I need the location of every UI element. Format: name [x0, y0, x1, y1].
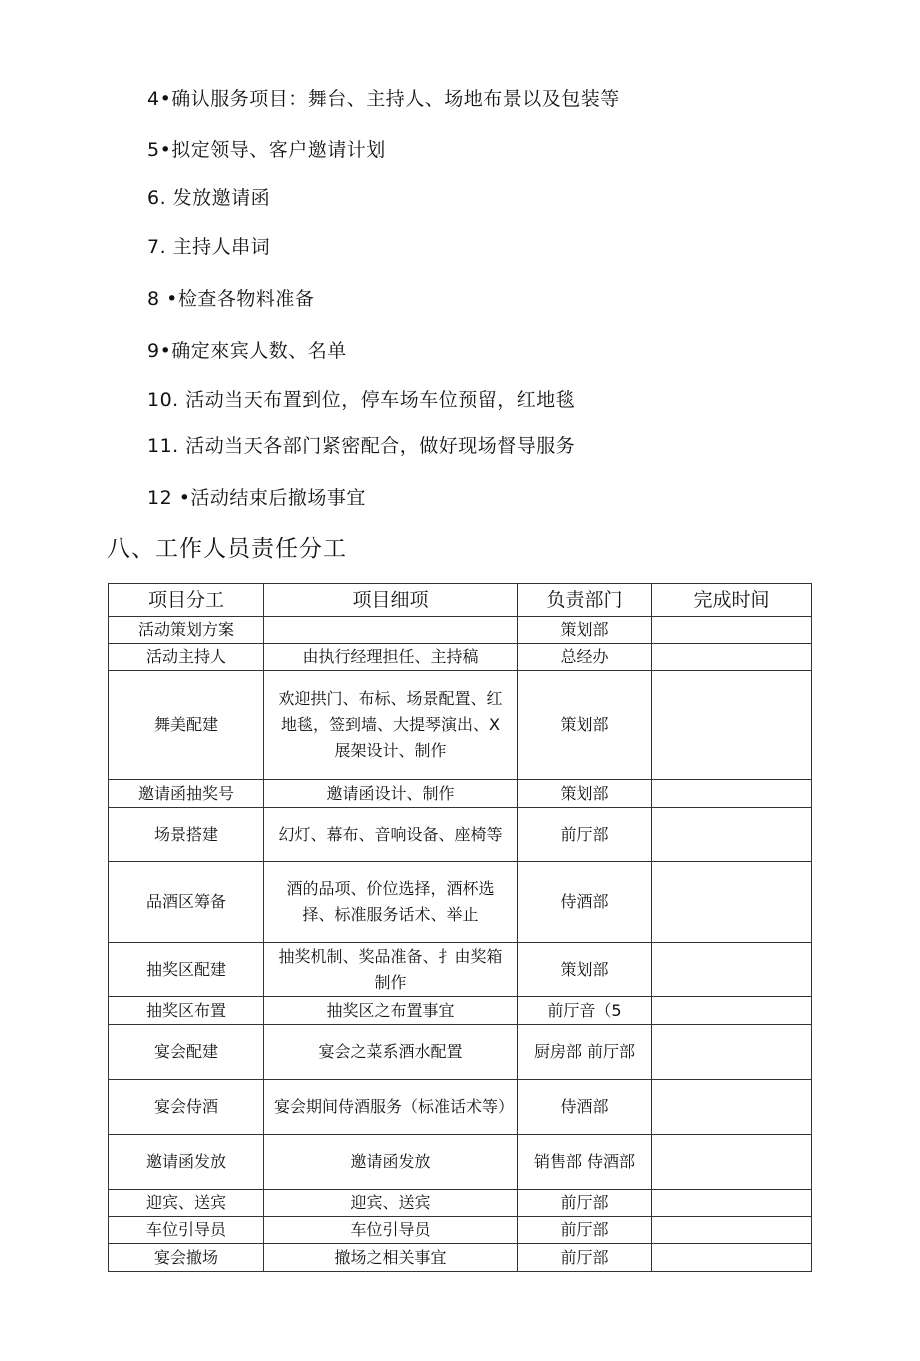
dept-cell: 厨房部 前厅部 [518, 1025, 652, 1080]
time-cell [652, 808, 812, 862]
detail-cell: 欢迎拱门、布标、场景配置、红地毯，签到墙、大提琴演出、X展架设计、制作 [264, 671, 518, 780]
dept-cell: 策划部 [518, 780, 652, 808]
table-row [109, 617, 812, 644]
dept-cell: 前厅部 [518, 1190, 652, 1217]
table-row [109, 943, 812, 997]
time-cell [652, 1135, 812, 1190]
item-cell: 邀请函抽奖号 [109, 780, 264, 808]
dept-cell: 策划部 [518, 943, 652, 997]
time-cell [652, 997, 812, 1025]
step-item: 9•确定來宾人数、名单 [147, 340, 347, 362]
dept-cell: 前厅部 [518, 808, 652, 862]
detail-cell: 宴会期间侍酒服务（标准话术等） [264, 1080, 518, 1135]
table-row [109, 1244, 812, 1272]
detail-cell: 宴会之菜系酒水配置 [264, 1025, 518, 1080]
item-cell: 场景搭建 [109, 808, 264, 862]
dept-cell: 侍酒部 [518, 862, 652, 943]
time-cell [652, 1190, 812, 1217]
detail-cell: 酒的品项、价位选择，酒杯选择、标准服务话术、举止 [264, 862, 518, 943]
time-cell [652, 780, 812, 808]
item-cell: 品酒区筹备 [109, 862, 264, 943]
table-row [109, 1217, 812, 1244]
table-row [109, 1025, 812, 1080]
time-cell [652, 943, 812, 997]
header-cell: 项目分工 [109, 584, 264, 617]
time-cell [652, 617, 812, 644]
table-header-row [109, 584, 812, 617]
table-row [109, 997, 812, 1025]
item-cell: 宴会配建 [109, 1025, 264, 1080]
item-cell: 迎宾、送宾 [109, 1190, 264, 1217]
table-row [109, 1080, 812, 1135]
step-item: 5•拟定领导、客户邀请计划 [147, 139, 386, 161]
time-cell [652, 1217, 812, 1244]
detail-cell: 邀请函设计、制作 [264, 780, 518, 808]
detail-cell: 撤场之相关事宜 [264, 1244, 518, 1272]
table-row [109, 862, 812, 943]
step-item: 6. 发放邀请函 [147, 187, 271, 209]
time-cell [652, 671, 812, 780]
item-cell: 抽奖区配建 [109, 943, 264, 997]
section-title: 八、工作人员责任分工 [107, 536, 347, 562]
table-row [109, 1190, 812, 1217]
item-cell: 宴会侍酒 [109, 1080, 264, 1135]
step-item: 4•确认服务项目：舞台、主持人、场地布景以及包装等 [147, 88, 620, 110]
detail-cell: 邀请函发放 [264, 1135, 518, 1190]
time-cell [652, 644, 812, 671]
detail-cell: 抽奖区之布置事宜 [264, 997, 518, 1025]
table-row [109, 780, 812, 808]
dept-cell: 总经办 [518, 644, 652, 671]
header-cell: 完成时间 [652, 584, 812, 617]
header-cell: 项目细项 [264, 584, 518, 617]
dept-cell: 策划部 [518, 671, 652, 780]
table-row [109, 644, 812, 671]
header-cell: 负责部门 [518, 584, 652, 617]
dept-cell: 前厅部 [518, 1244, 652, 1272]
step-item: 12 •活动结束后撤场事宜 [147, 487, 366, 509]
item-cell: 活动主持人 [109, 644, 264, 671]
detail-cell: 幻灯、幕布、音响设备、座椅等 [264, 808, 518, 862]
step-item: 11. 活动当天各部门紧密配合，做好现场督导服务 [147, 435, 576, 457]
time-cell [652, 1080, 812, 1135]
detail-cell: 迎宾、送宾 [264, 1190, 518, 1217]
step-item: 7. 主持人串词 [147, 236, 271, 258]
time-cell [652, 1244, 812, 1272]
detail-cell: 由执行经理担任、主持稿 [264, 644, 518, 671]
dept-cell: 策划部 [518, 617, 652, 644]
detail-cell: 车位引导员 [264, 1217, 518, 1244]
item-cell: 活动策划方案 [109, 617, 264, 644]
detail-cell [264, 617, 518, 644]
item-cell: 邀请函发放 [109, 1135, 264, 1190]
dept-cell: 销售部 侍酒部 [518, 1135, 652, 1190]
time-cell [652, 1025, 812, 1080]
step-item: 10. 活动当天布置到位，停车场车位预留，红地毯 [147, 389, 576, 411]
time-cell [652, 862, 812, 943]
detail-cell: 抽奖机制、奖品准备、扌由奖箱制作 [264, 943, 518, 997]
item-cell: 宴会撤场 [109, 1244, 264, 1272]
item-cell: 抽奖区布置 [109, 997, 264, 1025]
dept-cell: 前厅音（5 [518, 997, 652, 1025]
dept-cell: 前厅部 [518, 1217, 652, 1244]
item-cell: 舞美配建 [109, 671, 264, 780]
table-row [109, 808, 812, 862]
step-item: 8 •检查各物料准备 [147, 288, 315, 310]
dept-cell: 侍酒部 [518, 1080, 652, 1135]
table-row [109, 671, 812, 780]
table-row [109, 1135, 812, 1190]
item-cell: 车位引导员 [109, 1217, 264, 1244]
responsibility-table [108, 583, 812, 1272]
